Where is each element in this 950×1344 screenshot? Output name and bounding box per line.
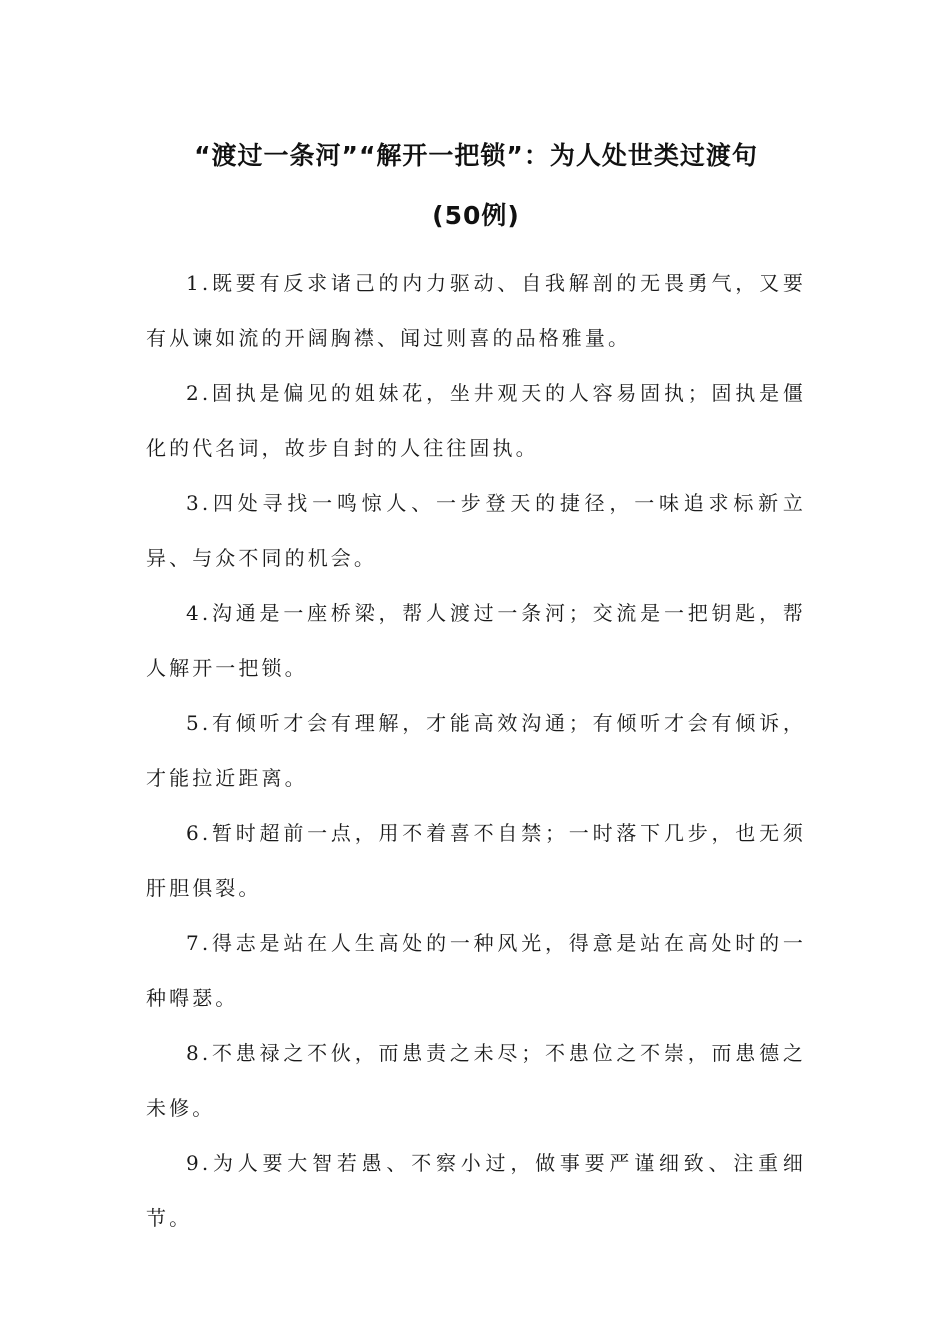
paragraph-item-6: 6.暂时超前一点，用不着喜不自禁；一时落下几步，也无须肝胆俱裂。 bbox=[146, 821, 806, 900]
document-body bbox=[146, 256, 806, 1246]
paragraph-item-8: 8.不患禄之不伙，而患责之未尽；不患位之不崇，而患德之未修。 bbox=[146, 1041, 806, 1120]
paragraph-item-5: 5.有倾听才会有理解，才能高效沟通；有倾听才会有倾诉，才能拉近距离。 bbox=[146, 711, 806, 790]
document-title: “渡过一条河”“解开一把锁”：为人处世类过渡句 bbox=[194, 141, 758, 170]
paragraph-item-9: 9.为人要大智若愚、不察小过，做事要严谨细致、注重细节。 bbox=[146, 1151, 806, 1230]
paragraph-item-1: 1.既要有反求诸己的内力驱动、自我解剖的无畏勇气，又要有从谏如流的开阔胸襟、闻过则喜的品格雅量。 bbox=[146, 271, 806, 350]
paragraph-item-7: 7.得志是站在人生高处的一种风光，得意是站在高处时的一种嘚瑟。 bbox=[146, 931, 806, 1010]
paragraph-item-3: 3.四处寻找一鸣惊人、一步登天的捷径，一味追求标新立异、与众不同的机会。 bbox=[146, 491, 806, 570]
document-subtitle: (50例) bbox=[432, 201, 520, 230]
paragraph-item-2: 2.固执是偏见的姐妹花，坐井观天的人容易固执；固执是僵化的代名词，故步自封的人往往固执。 bbox=[146, 381, 806, 460]
paragraph-item-4: 4.沟通是一座桥梁，帮人渡过一条河；交流是一把钥匙，帮人解开一把锁。 bbox=[146, 601, 806, 680]
